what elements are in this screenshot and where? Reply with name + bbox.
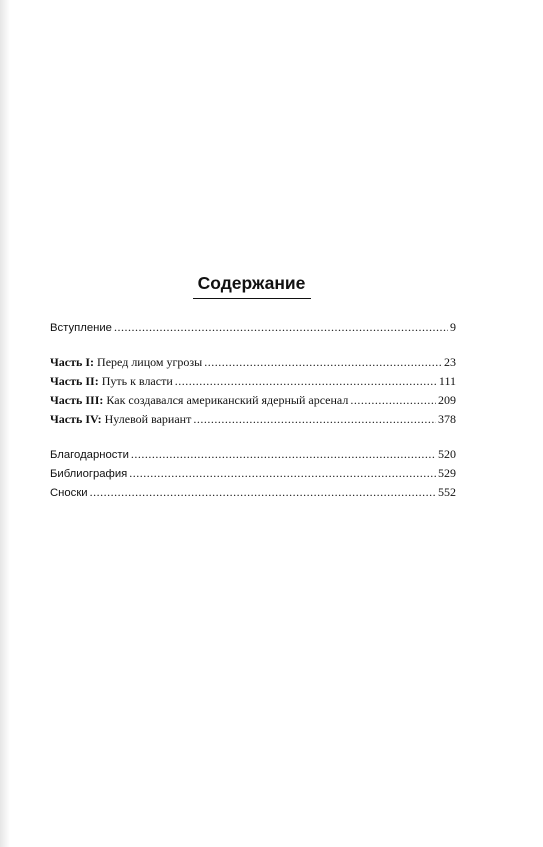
part-number: Часть III: bbox=[50, 393, 104, 407]
toc-entry-page: 378 bbox=[438, 412, 456, 426]
toc-entry-label: Вступление bbox=[50, 322, 112, 334]
part-title: Как создавался американский ядерный арсенал bbox=[106, 393, 349, 407]
part-number: Часть I: bbox=[50, 355, 95, 369]
toc-entry-label: Благодарности bbox=[50, 449, 129, 461]
toc-entry-page: 23 bbox=[444, 355, 456, 369]
part-number: Часть II: bbox=[50, 374, 99, 388]
dot-leader bbox=[114, 318, 448, 337]
part-title: Нулевой вариант bbox=[104, 412, 192, 426]
toc-entry-label bbox=[50, 372, 173, 391]
toc-entry-part-1 bbox=[50, 353, 456, 372]
toc-entry-bibliography bbox=[50, 464, 456, 483]
title-underline bbox=[193, 298, 311, 299]
table-of-contents bbox=[50, 318, 456, 502]
section-gap bbox=[50, 429, 456, 445]
toc-title: Содержание bbox=[197, 273, 306, 293]
part-title: Перед лицом угрозы bbox=[97, 355, 203, 369]
toc-entry-page: 552 bbox=[438, 485, 456, 499]
part-title: Путь к власти bbox=[101, 374, 173, 388]
toc-entry-page: 529 bbox=[438, 466, 456, 480]
dot-leader bbox=[204, 353, 442, 372]
toc-entry-part-3 bbox=[50, 391, 456, 410]
toc-entry-page: 9 bbox=[450, 320, 456, 334]
toc-entry-notes bbox=[50, 483, 456, 502]
part-number: Часть IV: bbox=[50, 412, 102, 426]
dot-leader bbox=[90, 483, 436, 502]
toc-entry-page: 520 bbox=[438, 447, 456, 461]
toc-entry-label bbox=[50, 410, 191, 429]
toc-entry-page: 209 bbox=[438, 393, 456, 407]
toc-entry-label bbox=[50, 391, 348, 410]
dot-leader bbox=[129, 464, 436, 483]
toc-entry-label: Библиография bbox=[50, 468, 128, 480]
toc-entry-intro bbox=[50, 318, 456, 337]
toc-entry-label bbox=[50, 353, 202, 372]
toc-entry-label: Сноски bbox=[50, 487, 88, 499]
toc-entry-part-2 bbox=[50, 372, 456, 391]
dot-leader bbox=[175, 372, 437, 391]
toc-entry-part-4 bbox=[50, 410, 456, 429]
section-gap bbox=[50, 337, 456, 353]
dot-leader bbox=[131, 445, 436, 464]
toc-entry-acknowledgements bbox=[50, 445, 456, 464]
dot-leader bbox=[193, 410, 436, 429]
dot-leader bbox=[350, 391, 436, 410]
page-edge-shadow bbox=[0, 0, 10, 847]
toc-entry-page: 111 bbox=[438, 374, 456, 388]
